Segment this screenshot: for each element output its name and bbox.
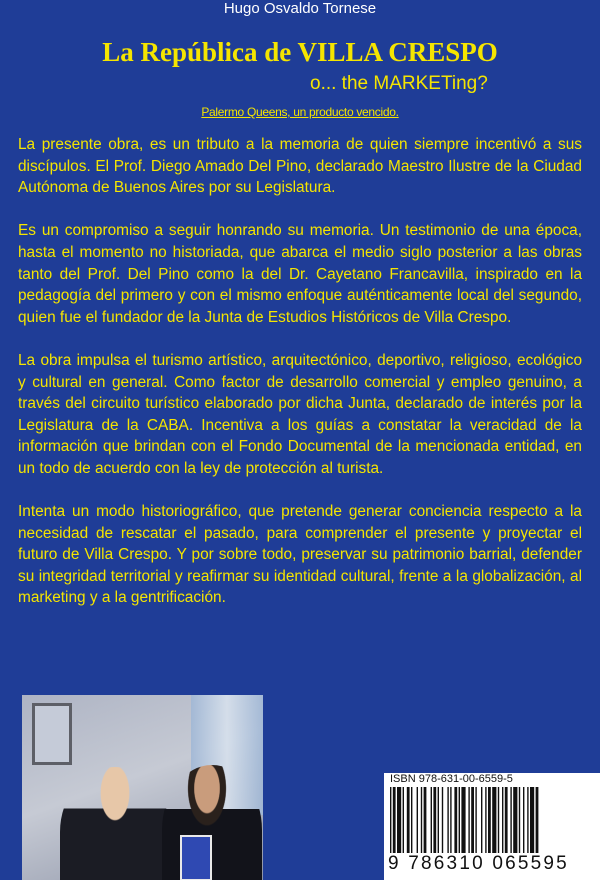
barcode-bar — [411, 787, 412, 853]
paragraph-4: Intenta un modo historiográfico, que pretende generar conciencia respecto a la necesidad de rescatar el pasado, para comprender el presente y proyectar el futuro de Villa Crespo. Y por sobre todo, preservar su patrimonio barrial, defender su integridad territorial y reafirmar su identidad cultural, frente a la globalización, al marketing y a la gentrificación. — [18, 503, 582, 607]
barcode-bar — [390, 787, 391, 853]
barcode-bar — [454, 787, 457, 853]
barcode-bar — [498, 787, 499, 853]
barcode-bar — [488, 787, 491, 853]
barcode-bar — [438, 787, 439, 853]
barcode-bar — [421, 787, 422, 853]
paragraph-1: La presente obra, es un tributo a la memoria de quien siempre incentivó a sus discípulos. El Prof. Diego Amado Del Pino, declarado Maestro Ilustre de la Ciudad Autónoma de Buenos Aires por su Legislatura. — [18, 136, 582, 197]
paragraph-3: La obra impulsa el turismo artístico, arquitectónico, deportivo, religioso, ecológico y cultural en general. Como factor de desarrollo comercial y empleo genuino, a través del circuito turístico elaborado por dicha Junta, declarado de interés por la Legislatura de la CABA. Incentiva a los guías a constatar la veracidad de la información que brindan con el Fondo Documental de la mencionada entidad, en un todo de acuerdo con la ley de protección al turista. — [18, 351, 582, 477]
isbn-barcode-box — [384, 773, 600, 880]
barcode-bar — [459, 787, 460, 853]
paragraph-2: Es un compromiso a seguir honrando su memoria. Un testimonio de una época, hasta el momento no historiada, que abarca el medio siglo posterior a las obras tanto del Prof. Del Pino como la del Dr. Cayetano Francavilla, inspirado en la pedagogía del primero y con el mismo enfoque auténticamente local del segundo, quien fue el fundador de la Junta de Estudios Históricos de Villa Crespo. — [18, 222, 582, 326]
barcode — [390, 787, 588, 853]
barcode-bar — [417, 787, 418, 853]
barcode-bar — [527, 787, 528, 853]
held-book — [180, 835, 212, 880]
barcode-bar — [471, 787, 474, 853]
barcode-bar — [485, 787, 486, 853]
author-name: Hugo Osvaldo Tornese — [223, 0, 377, 17]
barcode-bar — [519, 787, 520, 853]
barcode-bar — [431, 787, 432, 853]
barcode-digits: 9 786310 065595 — [388, 853, 569, 874]
barcode-bar — [475, 787, 476, 853]
barcode-bar — [502, 787, 503, 853]
barcode-bar — [397, 787, 401, 853]
barcode-bar — [468, 787, 469, 853]
barcode-bar — [536, 787, 539, 853]
barcode-bar — [530, 787, 534, 853]
barcode-bar — [461, 787, 465, 853]
barcode-bar — [510, 787, 511, 853]
barcode-bar — [407, 787, 410, 853]
barcode-bar — [442, 787, 443, 853]
book-subtitle: o... the MARKETing? — [310, 73, 488, 94]
barcode-bar — [513, 787, 517, 853]
barcode-bar — [403, 787, 404, 853]
book-title: La República de VILLA CRESPO — [102, 37, 498, 67]
wall-frame — [32, 703, 72, 765]
barcode-bar — [450, 787, 451, 853]
tagline: Palermo Queens, un producto vencido. — [201, 105, 399, 119]
barcode-bar — [447, 787, 448, 853]
barcode-bar — [424, 787, 427, 853]
back-cover-text — [18, 134, 582, 631]
barcode-bar — [492, 787, 496, 853]
barcode-bar — [481, 787, 482, 853]
person-left — [60, 767, 170, 880]
barcode-bar — [393, 787, 396, 853]
barcode-bar — [523, 787, 524, 853]
isbn-label: ISBN 978-631-00-6559-5 — [390, 773, 513, 785]
barcode-bar — [433, 787, 436, 853]
barcode-bar — [505, 787, 508, 853]
author-photo — [22, 695, 263, 880]
